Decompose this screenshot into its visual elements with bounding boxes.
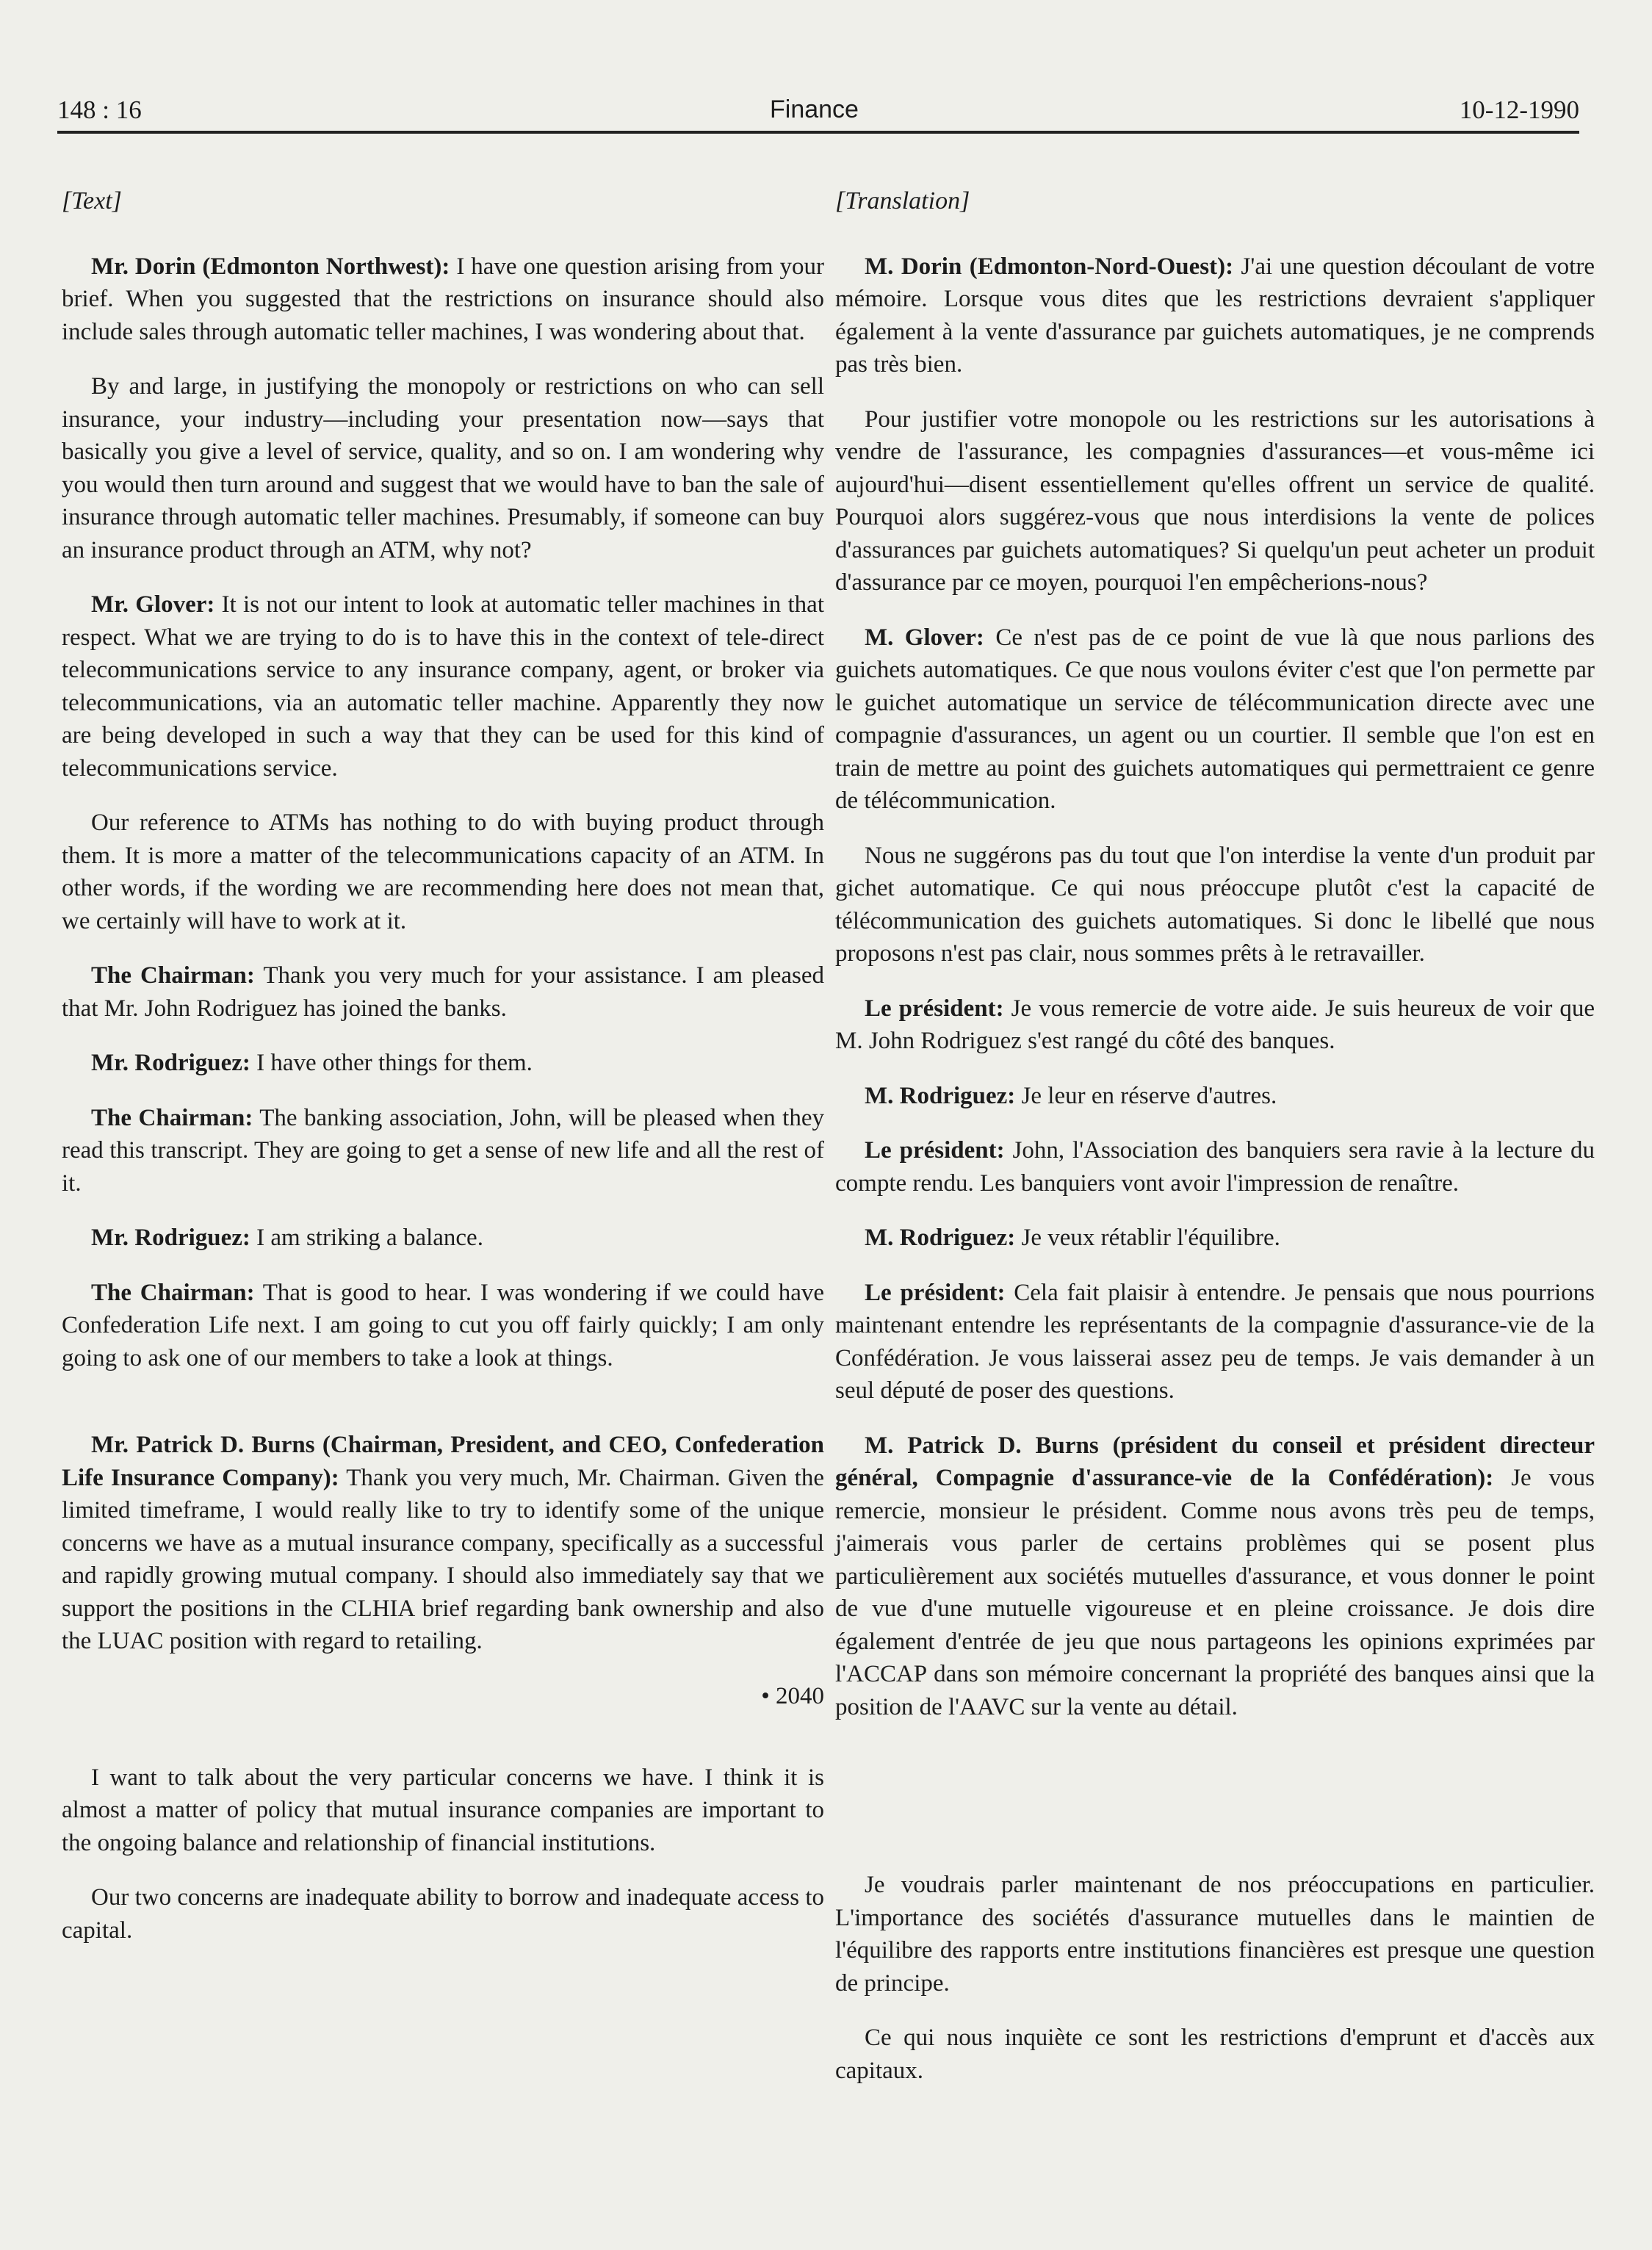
- paragraph-text: Our two concerns are inadequate ability to borrow and inadequate access to capital.: [62, 1884, 824, 1944]
- paragraph: [835, 1277, 1595, 1407]
- paragraph-text: Je veux rétablir l'équilibre.: [1015, 1225, 1280, 1251]
- paragraph-text: I have other things for them.: [250, 1050, 533, 1076]
- speaker-name: The Chairman:: [91, 1279, 255, 1306]
- paragraph-text: Ce qui nous inquiète ce sont les restrictions d'emprunt et d'accès aux capitaux.: [835, 2024, 1595, 2084]
- speaker-name: Mr. Dorin (Edmonton Northwest):: [91, 253, 450, 280]
- committee-name: Finance: [770, 95, 859, 123]
- french-column: [835, 185, 1595, 2109]
- paragraph-text: Our reference to ATMs has nothing to do with buying product through them. It is more a matter of the telecommunications capacity of an ATM. In other words, if the wording we are recommending here does not mean that, we certainly will have to work at it.: [62, 810, 824, 934]
- paragraph-text: It is not our intent to look at automatic teller machines in that respect. What we are trying to do is to have this in the context of tele-direct telecommunications service to any insurance company, agent, or broker via telecommunications, via an automatic teller machine. Apparently they now are being developed in such a way that they can be used for this kind of telecommunications service.: [62, 591, 824, 782]
- paragraph: [835, 1869, 1595, 2000]
- paragraph-text: By and large, in justifying the monopoly or restrictions on who can sell insurance, your industry—including your presentation now—says that basically you give a level of service, quality, and so on. I am wondering why you would then turn around and suggest that we would have to ban the sale of insurance through automatic teller machines. Presumably, if someone can buy an insurance product through an ATM, why not?: [62, 373, 824, 563]
- speaker-name: Mr. Patrick D. Burns (Chairman, President, and CEO, Confederation Life Insurance Company):: [62, 1432, 824, 1491]
- paragraph-text: Je vous remercie de votre aide. Je suis heureux de voir que M. John Rodriguez s'est rangé du côté des banques.: [835, 995, 1595, 1054]
- paragraph-text: Je leur en réserve d'autres.: [1015, 1082, 1277, 1109]
- speaker-name: Mr. Rodriguez:: [91, 1050, 250, 1076]
- speaker-name: M. Patrick D. Burns (président du conseil et président directeur général, Compagnie d'assurance-vie de la Confédération):: [835, 1432, 1595, 1491]
- speaker-name: Le président:: [865, 995, 1004, 1022]
- text-label: [Text]: [62, 187, 122, 214]
- speaker-name: Mr. Glover:: [91, 591, 215, 618]
- paragraph-text: Pour justifier votre monopole ou les restrictions sur les autorisations à vendre de l'assurance, les compagnies d'assurances—et vous-même ici aujourd'hui—disent essentiellement qu'elles offrent un service de qualité. Pourquoi alors suggérez-vous que nous interdisions la vente de polices d'assurances par guichets automatiques? Si quelqu'un peut acheter un produit d'assurance par ce moyen, pourquoi l'en empêcherions-nous?: [835, 405, 1595, 596]
- paragraph: [835, 1429, 1595, 1724]
- paragraph: [62, 1429, 824, 1658]
- paragraph: [835, 2022, 1595, 2087]
- paragraph-text: Ce n'est pas de ce point de vue là que nous parlions des guichets automatiques. Ce que nous voulons éviter c'est que l'on permette par le guichet automatique un service de télécommunication directe avec une compagnie d'assurances, un agent ou un courtier. Il semble que l'on est en train de mettre au point des guichets automatiques qui permettraient ce genre de télécommunication.: [835, 624, 1595, 814]
- paragraph: [62, 807, 824, 937]
- speaker-name: Le président:: [865, 1279, 1006, 1306]
- paragraph: [835, 992, 1595, 1058]
- speaker-name: M. Rodriguez:: [865, 1082, 1016, 1109]
- paragraph: [835, 621, 1595, 818]
- paragraph: [62, 1881, 824, 1947]
- speaker-name: The Chairman:: [91, 962, 255, 989]
- paragraph-text: That is good to hear. I was wondering if we could have Confederation Life next. I am going to cut you off fairly quickly; I am only going to ask one of our members to take a look at things.: [62, 1279, 824, 1371]
- speaker-name: Mr. Rodriguez:: [91, 1225, 250, 1251]
- paragraph: [62, 250, 824, 349]
- paragraph: [835, 403, 1595, 599]
- paragraph-text: I am striking a balance.: [250, 1225, 483, 1251]
- paragraph-text: John, l'Association des banquiers sera ravie à la lecture du compte rendu. Les banquiers vont avoir l'impression de renaître.: [835, 1137, 1595, 1197]
- paragraph: [835, 840, 1595, 970]
- speaker-name: Le président:: [865, 1137, 1005, 1164]
- speaker-name: M. Dorin (Edmonton-Nord-Ouest):: [865, 253, 1234, 280]
- paragraph-text: I want to talk about the very particular concerns we have. I think it is almost a matter of policy that mutual insurance companies are important to the ongoing balance and relationship of financial institutions.: [62, 1764, 824, 1856]
- paragraph: [835, 1080, 1595, 1113]
- paragraph: [62, 1762, 824, 1860]
- paragraph-text: Je voudrais parler maintenant de nos préoccupations en particulier. L'importance des sociétés d'assurance mutuelles dans le maintien de l'équilibre des rapports entre institutions financières est presque une question de principe.: [835, 1872, 1595, 1997]
- translation-label: [Translation]: [835, 187, 970, 214]
- paragraph-text: Je vous remercie, monsieur le président. Comme nous avons très peu de temps, j'aimerais vous parler de certains problèmes qui se posent plus particulièrement aux sociétés mutuelles d'assurance, et vous donner le point de vue d'une mutuelle vigoureuse et en pleine croissance. Je dois dire également d'entrée de jeu que nous partageons les opinions exprimées par l'ACCAP dans son mémoire concernant la propriété des banques ainsi que la position de l'AAVC sur la vente au détail.: [835, 1465, 1595, 1720]
- paragraph-text: Cela fait plaisir à entendre. Je pensais que nous pourrions maintenant entendre les représentants de la compagnie d'assurance-vie de la Confédération. Je vous laisserai assez peu de temps. Je vais demander à un seul député de poser des questions.: [835, 1279, 1595, 1404]
- paragraph: [62, 1222, 824, 1255]
- paragraph: [62, 370, 824, 566]
- paragraph-text: Thank you very much, Mr. Chairman. Given the limited timeframe, I would really like to try to identify some of the unique concerns we have as a mutual insurance company, specifically as a successful and rapidly growing mutual company. I should also immediately say that we support the positions in the CLHIA brief regarding bank ownership and also the LUAC position with regard to retailing.: [62, 1464, 824, 1654]
- speaker-name: M. Rodriguez:: [865, 1225, 1016, 1251]
- paragraph: [835, 1134, 1595, 1200]
- paragraph-text: I have one question arising from your brief. When you suggested that the restrictions on insurance should also include sales through automatic teller machines, I was wondering about that.: [62, 253, 824, 345]
- paragraph: [835, 250, 1595, 381]
- paragraph-text: Nous ne suggérons pas du tout que l'on interdise la vente d'un produit par gichet automatique. Ce qui nous préoccupe plutôt c'est la capacité de télécommunication des guichets automatiques. Si donc le libellé que nous proposons n'est pas clair, nous sommes prêts à le retravailler.: [835, 842, 1595, 967]
- paragraph: [62, 959, 824, 1025]
- speaker-name: M. Glover:: [865, 624, 984, 651]
- time-marker: • 2040: [761, 1682, 824, 1709]
- english-column: [62, 185, 824, 1969]
- paragraph: [62, 1102, 824, 1200]
- paragraph: [62, 1047, 824, 1080]
- paragraph: [62, 588, 824, 785]
- paragraph-text: J'ai une question découlant de votre mémoire. Lorsque vous dites que les restrictions devraient s'appliquer également à la vente d'assurance par guichets automatiques, je ne comprends pas très bien.: [835, 253, 1595, 378]
- paragraph-text: Thank you very much for your assistance. I am pleased that Mr. John Rodriguez has joined the banks.: [62, 962, 825, 1022]
- session-date: 10-12-1990: [1459, 95, 1579, 124]
- paragraph: [835, 1222, 1595, 1255]
- paragraph: [62, 1277, 824, 1375]
- page-number: 148 : 16: [57, 95, 142, 124]
- page-header: [57, 87, 1579, 134]
- paragraph-text: The banking association, John, will be pleased when they read this transcript. They are going to get a sense of new life and all the rest of it.: [62, 1104, 824, 1197]
- speaker-name: The Chairman:: [91, 1104, 253, 1131]
